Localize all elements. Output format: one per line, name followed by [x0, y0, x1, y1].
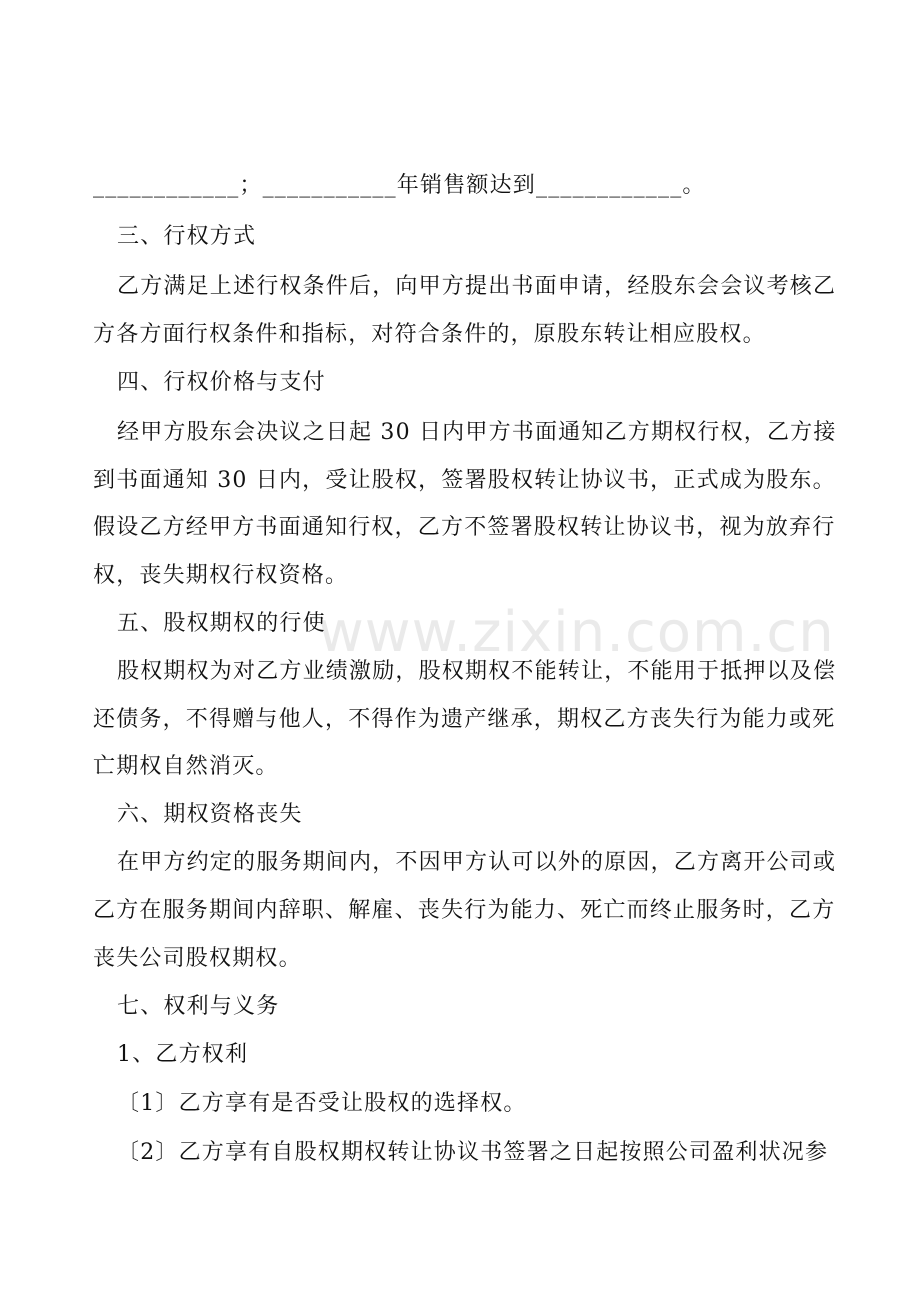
text-line: 在甲方约定的服务期间内，不因甲方认可以外的原因，乙方离开公司或: [117, 850, 837, 875]
list-item: 〔2〕乙方享有自股权期权转让协议书签署之日起按照公司盈利状况参: [117, 1140, 829, 1165]
text-line: 亡期权自然消灭。: [93, 754, 279, 779]
section-heading: 五、股权期权的行使: [117, 611, 326, 636]
text-line: 乙方在服务期间内辞职、解雇、丧失行为能力、死亡而终止服务时，乙方: [93, 898, 836, 923]
text-line: ____________；___________年销售额达到____________。: [93, 173, 706, 198]
text-line: 到书面通知 30 日内，受让股权，签署股权转让协议书，正式成为股东。: [93, 468, 836, 493]
watermark: www.zixin.com.cn: [318, 600, 835, 665]
subsection-heading: 1、乙方权利: [117, 1042, 249, 1067]
text-line: 丧失公司股权期权。: [93, 946, 302, 971]
text-line: 乙方满足上述行权条件后，向甲方提出书面申请，经股东会会议考核乙: [117, 274, 837, 299]
section-heading: 三、行权方式: [117, 224, 257, 249]
list-item: 〔1〕乙方享有是否受让股权的选择权。: [117, 1091, 527, 1116]
text-line: 经甲方股东会决议之日起 30 日内甲方书面通知乙方期权行权，乙方接: [117, 420, 837, 445]
text-line: 还债务，不得赠与他人，不得作为遗产继承，期权乙方丧失行为能力或死: [93, 707, 836, 732]
section-heading: 六、期权资格丧失: [117, 802, 303, 827]
text-line: 权，丧失期权行权资格。: [93, 563, 349, 588]
text-line: 假设乙方经甲方书面通知行权，乙方不签署股权转让协议书，视为放弃行: [93, 515, 836, 540]
section-heading: 七、权利与义务: [117, 994, 280, 1019]
text-line: 股权期权为对乙方业绩激励，股权期权不能转让，不能用于抵押以及偿: [117, 659, 837, 684]
section-heading: 四、行权价格与支付: [117, 370, 326, 395]
text-line: 方各方面行权条件和指标，对符合条件的，原股东转让相应股权。: [93, 322, 766, 347]
